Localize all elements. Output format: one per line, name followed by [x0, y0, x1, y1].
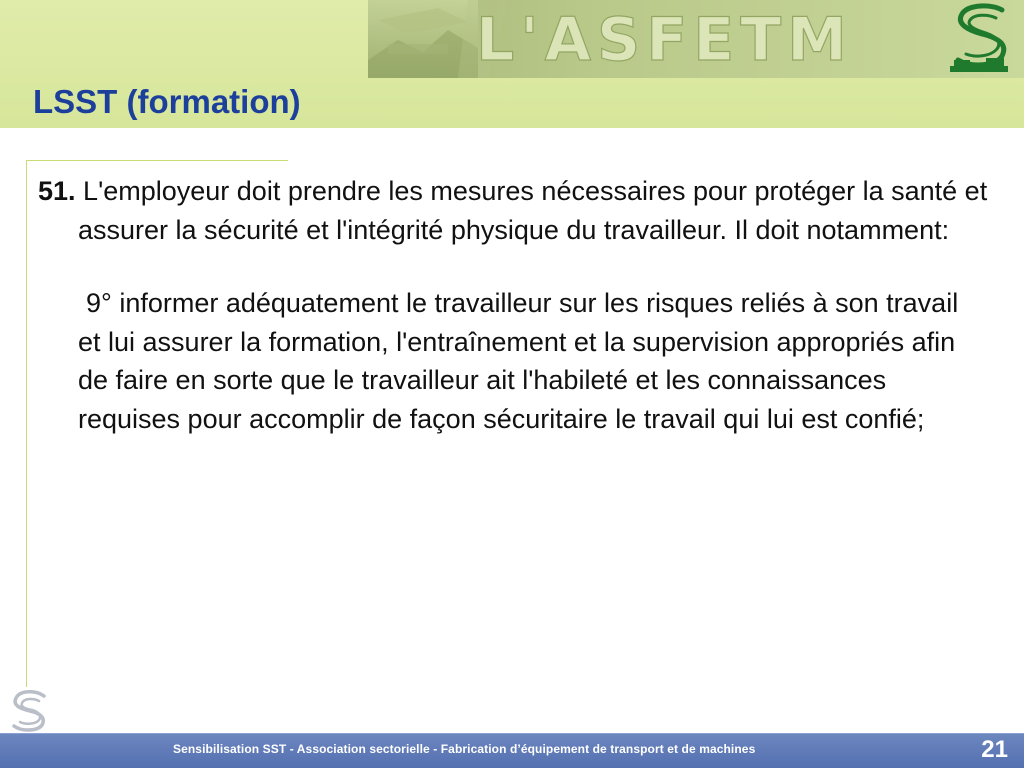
slide-content — [38, 172, 988, 438]
item-paragraph — [38, 284, 988, 438]
footer-text: Sensibilisation SST - Association sectorielle - Fabrication d’équipement de transport et de machines — [173, 742, 756, 756]
slide-title: LSST (formation) — [33, 83, 301, 120]
corner-s-logo-icon — [8, 688, 52, 732]
accent-divider-horizontal — [26, 160, 288, 161]
article-text: L'employeur doit prendre les mesures nécessaires pour protéger la santé et assurer la sécurité et l'intégrité physique du travailleur. Il doit notamment: — [75, 176, 988, 245]
asfetm-logo-text — [368, 0, 1024, 78]
item-text: 9° informer adéquatement le travailleur sur les risques reliés à son travail et lui assurer la formation, l'entraînement et la supervision appropriés afin de faire en sorte que le travailleur ait l'habileté et les connaissances requises pour accomplir de façon sécuritaire le travail qui lui est confié; — [78, 288, 959, 434]
article-number: 51. — [38, 176, 76, 206]
article-paragraph — [38, 172, 988, 249]
page-number: 21 — [981, 736, 1008, 763]
asfetm-s-emblem-icon — [946, 0, 1018, 78]
accent-divider-vertical — [26, 160, 27, 687]
logo-wordmark: L'ASFETM — [476, 5, 853, 75]
asfetm-logo-banner — [368, 0, 1024, 78]
footer-bar — [0, 733, 1024, 768]
